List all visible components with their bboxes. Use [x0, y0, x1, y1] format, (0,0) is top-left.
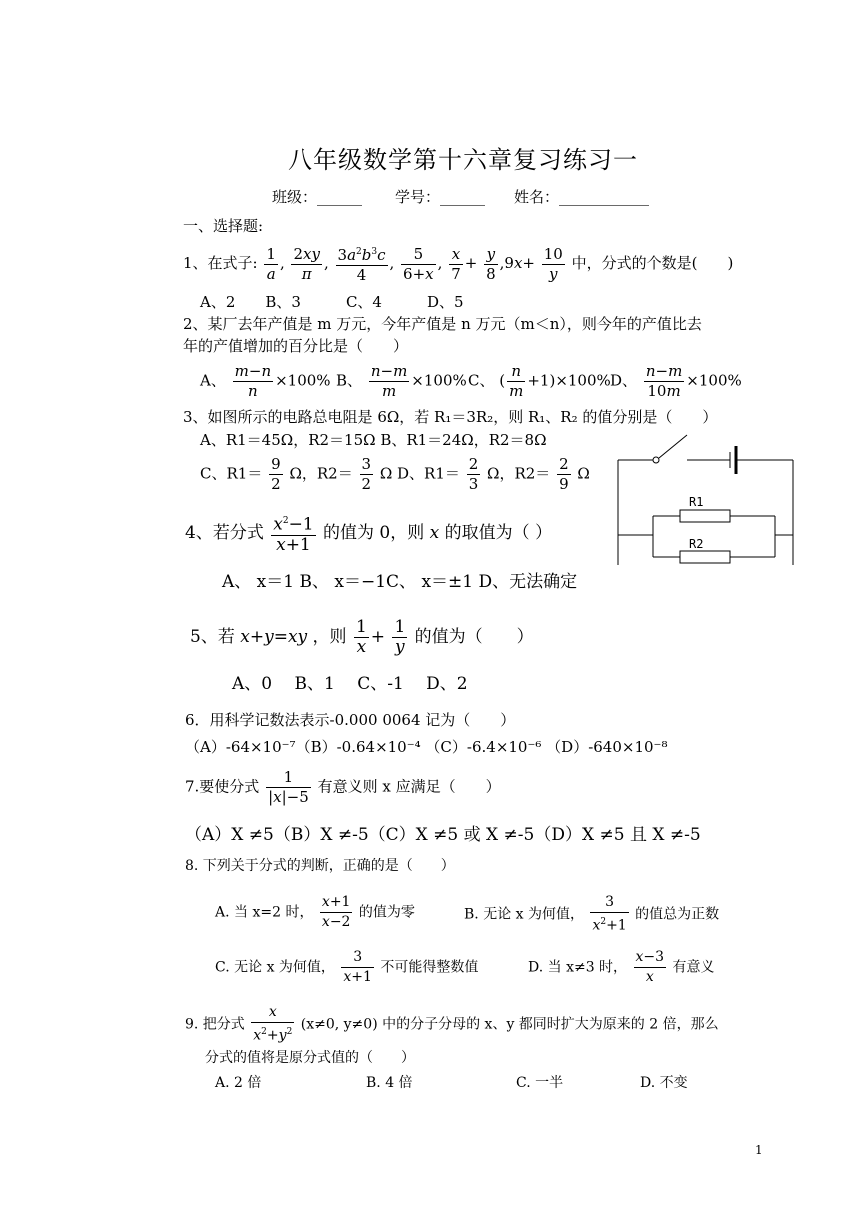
q2-option-d: D、 $\frac{n-m}{10m}$ ×100%	[610, 362, 742, 400]
question-9: 9. 把分式 $\frac{x}{x^2+y^2}$ (x≠0, y≠0) 中的分子分母的 x、y 都同时扩大为原来的 2 倍，那么	[185, 1004, 719, 1044]
percent: ×100%	[411, 371, 467, 390]
text: 有意义	[672, 959, 715, 976]
q2-line2: 年的产值增加的百分比是（ ）	[183, 337, 409, 355]
q1-suffix: 中，分式的个数是( )	[571, 254, 734, 272]
page-title: 八年级数学第十六章复习练习一	[288, 146, 638, 174]
q2-option-b: B、 $\frac{n-m}{m}$ ×100%	[336, 362, 467, 400]
info-name: 姓名：____________	[514, 188, 650, 206]
q3-line2: A、R1＝45Ω，R2＝15Ω B、R1＝24Ω，R2＝8Ω	[200, 431, 547, 449]
q8-option-a: A. 当 x=2 时， $\frac{x+1}{x-2}$ 的值为零	[215, 894, 415, 930]
fraction: $\frac{10}{y}$	[543, 244, 563, 283]
percent: ×100%	[686, 371, 742, 390]
fraction: $\frac{2xy}{\pi}$	[293, 244, 320, 283]
r2-label: R2	[689, 537, 704, 551]
q7-options: （A）X ≠5（B）X ≠-5（C）X ≠5 或 X ≠-5（D）X ≠5 且 X ≠-5	[185, 825, 701, 845]
q8-stem: 8. 下列关于分式的判断，正确的是（ ）	[185, 858, 455, 874]
question-7: 7.要使分式 $\frac{1}{|x|-5}$ 有意义则 x 应满足（ ）	[185, 768, 501, 806]
r1-label: R1	[689, 495, 704, 509]
percent: ×100%	[555, 371, 611, 390]
q4-options: A、 x＝1 B、 x＝−1C、 x＝±1 D、无法确定	[222, 572, 578, 592]
option-label: D、	[610, 371, 638, 390]
option-label: B、	[336, 371, 363, 390]
q5-options: A、0 B、1 C、-1 D、2	[232, 674, 468, 694]
q9-option-a: A. 2 倍	[215, 1075, 262, 1091]
text: D. 当 x≠3 时，	[528, 959, 628, 976]
q3-line3: C、R1＝ $\frac{9}{2}$ Ω，R2＝ $\frac{3}{2}$ Ω D、R1＝ $\frac{2}{3}$ Ω，R2＝ $\frac{2}{9}$ Ω	[200, 455, 590, 493]
text: 的值总为正数	[635, 906, 720, 923]
text: Ω，R2＝	[289, 464, 353, 483]
text: 的值为 0，则	[323, 522, 425, 543]
q1-prefix: 1、在式子:	[183, 254, 258, 272]
section-heading: 一、选择题:	[183, 217, 264, 235]
fraction: $\frac{y}{8}$	[486, 244, 496, 283]
text: 有意义则 x 应满足（ ）	[317, 777, 501, 796]
q6-line1: 6．用科学记数法表示-0.000 0064 记为（ ）	[185, 711, 516, 729]
q9-option-c: C. 一半	[516, 1075, 564, 1091]
text: (x≠0, y≠0) 中的分子分母的 x、y 都同时扩大为原来的 2 倍，那么	[300, 1016, 719, 1033]
text: C. 无论 x 为何值，	[215, 959, 335, 976]
text: C、R1＝	[200, 464, 263, 483]
q1-options: A、2 B、3 C、4 D、5	[200, 293, 464, 311]
text: A. 当 x=2 时，	[215, 904, 314, 921]
text: 不可能得整数值	[380, 959, 479, 976]
q9-option-d: D. 不变	[640, 1075, 688, 1091]
question-5: 5、若 x+y=xy ，则 $\frac{1}{x}$ + $\frac{1}{y}$ 的值为（ ）	[190, 617, 534, 657]
question-1: 1、在式子: $\frac{1}{a}$ , $\frac{2xy}{\pi}$ , $\frac{3a^2b^3c}{4}$ , $\frac{5}{6+x}$ , $\frac{x}{7}$ + $\frac{y}{8}$ ,9x+ $\frac{10}{y}$ 中，分式的个数是( )	[183, 244, 734, 284]
text: 9. 把分式	[185, 1016, 245, 1033]
info-number: 学号：______	[395, 188, 486, 206]
option-label: A、	[200, 371, 226, 390]
text: ，则	[312, 627, 347, 647]
q3-line1: 3、如图所示的电路总电阻是 6Ω，若 R₁＝3R₂，则 R₁、R₂ 的值分别是（ ）	[183, 408, 718, 426]
text: Ω，R2＝	[487, 464, 551, 483]
q9-line2: 分式的值将是原分式值的（ ）	[205, 1050, 415, 1066]
q2-option-a: A、 $\frac{m-n}{n}$ ×100%	[200, 362, 331, 400]
text: Ω D、R1＝	[379, 464, 460, 483]
page-number: 1	[755, 1143, 763, 1157]
q2-line1: 2、某厂去年产值是 m 万元，今年产值是 n 万元（m＜n），则今年的产值比去	[183, 315, 702, 333]
text: 的值为零	[358, 904, 415, 921]
question-4: 4、若分式 $\frac{x^2-1}{x+1}$ 的值为 0，则 x 的取值为（ ）	[185, 512, 552, 555]
text: 4、若分式	[185, 522, 264, 543]
q8-option-b: B. 无论 x 为何值， $\frac{3}{x^2+1}$ 的值总为正数	[464, 894, 720, 934]
q8-option-d: D. 当 x≠3 时， $\frac{x-3}{x}$ 有意义	[528, 949, 715, 985]
fraction: $\frac{3a^2b^3c}{4}$	[336, 243, 388, 285]
percent: ×100%	[275, 371, 331, 390]
text: 的取值为（ ）	[444, 522, 553, 543]
text: B. 无论 x 为何值，	[464, 906, 584, 923]
q2-option-c: C、 ( $\frac{n}{m}$ +1)×100%	[468, 362, 611, 400]
fraction: $\frac{x}{7}$	[451, 244, 461, 283]
info-class: 班级：______	[272, 188, 363, 206]
option-label: C、	[468, 371, 495, 390]
text: 的值为（ ）	[414, 627, 534, 647]
text: 5、若	[190, 627, 235, 647]
circuit-diagram	[615, 430, 800, 570]
q9-option-b: B. 4 倍	[366, 1075, 413, 1091]
text: Ω	[577, 464, 590, 483]
fraction: $\frac{5}{6+x}$	[403, 244, 434, 283]
q8-option-c: C. 无论 x 为何值， $\frac{3}{x+1}$ 不可能得整数值	[215, 949, 479, 985]
q6-options: （A）-64×10⁻⁷（B）-0.64×10⁻⁴ （C）-6.4×10⁻⁶ （D）-640×10⁻⁸	[185, 738, 668, 756]
text: 7.要使分式	[185, 777, 260, 796]
fraction: $\frac{1}{a}$	[266, 244, 276, 283]
